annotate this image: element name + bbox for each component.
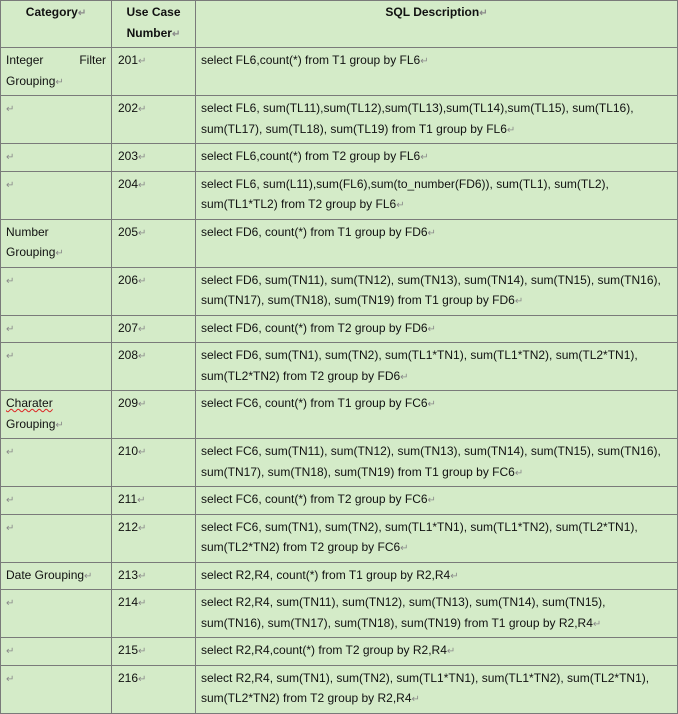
category-cell: ↵ (1, 144, 112, 172)
use-case-number-cell: 215↵ (112, 638, 196, 666)
table-row (1, 315, 678, 343)
sql-description-cell: select FD6, sum(TN11), sum(TN12), sum(TN13), sum(TN14), sum(TN15), sum(TN16), sum(TN17), sum(TN18), sum(TN19) from T1 group by FD6↵ (196, 267, 678, 315)
header-category: Category↵ (1, 1, 112, 48)
use-case-number-cell: 216↵ (112, 665, 196, 713)
use-case-number-cell: 202↵ (112, 96, 196, 144)
category-cell: ↵ (1, 439, 112, 487)
category-cell: ↵ (1, 267, 112, 315)
category-cell: ↵ (1, 638, 112, 666)
sql-description-cell: select FL6, sum(L11),sum(FL6),sum(to_number(FD6)), sum(TL1), sum(TL2), sum(TL1*TL2) from T2 group by FL6↵ (196, 171, 678, 219)
category-cell: ↵ (1, 315, 112, 343)
table-row (1, 487, 678, 515)
use-case-number-cell: 212↵ (112, 514, 196, 562)
use-case-number-cell: 206↵ (112, 267, 196, 315)
table-row (1, 391, 678, 439)
sql-description-cell: select FL6,count(*) from T2 group by FL6↵ (196, 144, 678, 172)
use-case-number-cell: 204↵ (112, 171, 196, 219)
category-cell: Charater Grouping↵ (1, 391, 112, 439)
header-row (1, 1, 678, 48)
table-row (1, 562, 678, 590)
sql-description-cell: select FD6, count(*) from T1 group by FD6↵ (196, 219, 678, 267)
table-row (1, 343, 678, 391)
sql-description-cell: select R2,R4,count(*) from T2 group by R2,R4↵ (196, 638, 678, 666)
use-case-number-cell: 201↵ (112, 48, 196, 96)
table-row (1, 590, 678, 638)
category-cell: ↵ (1, 96, 112, 144)
sql-description-cell: select R2,R4, sum(TN1), sum(TN2), sum(TL1*TN1), sum(TL1*TN2), sum(TL2*TN1), sum(TL2*TN2) from T2 group by R2,R4↵ (196, 665, 678, 713)
table-row (1, 514, 678, 562)
table-row (1, 439, 678, 487)
header-sql-description: SQL Description↵ (196, 1, 678, 48)
use-case-number-cell: 207↵ (112, 315, 196, 343)
category-cell: ↵ (1, 487, 112, 515)
use-case-number-cell: 214↵ (112, 590, 196, 638)
table-row (1, 665, 678, 713)
sql-description-cell: select FD6, count(*) from T2 group by FD6↵ (196, 315, 678, 343)
use-case-number-cell: 211↵ (112, 487, 196, 515)
table-row (1, 48, 678, 96)
use-case-number-cell: 210↵ (112, 439, 196, 487)
sql-description-cell: select FD6, sum(TN1), sum(TN2), sum(TL1*TN1), sum(TL1*TN2), sum(TL2*TN1), sum(TL2*TN2) from T2 group by FD6↵ (196, 343, 678, 391)
table-row (1, 171, 678, 219)
use-case-number-cell: 205↵ (112, 219, 196, 267)
sql-description-cell: select R2,R4, sum(TN11), sum(TN12), sum(TN13), sum(TN14), sum(TN15), sum(TN16), sum(TN17), sum(TN18), sum(TN19) from T1 group by R2,R4↵ (196, 590, 678, 638)
table-row (1, 96, 678, 144)
use-case-number-cell: 203↵ (112, 144, 196, 172)
sql-description-cell: select FC6, count(*) from T2 group by FC6↵ (196, 487, 678, 515)
category-cell: Integer Filter Grouping↵ (1, 48, 112, 96)
table-row (1, 144, 678, 172)
sql-description-cell: select FL6,count(*) from T1 group by FL6↵ (196, 48, 678, 96)
use-case-number-cell: 213↵ (112, 562, 196, 590)
sql-description-cell: select FL6, sum(TL11),sum(TL12),sum(TL13),sum(TL14),sum(TL15), sum(TL16), sum(TL17), sum(TL18), sum(TL19) from T1 group by FL6↵ (196, 96, 678, 144)
sql-description-cell: select R2,R4, count(*) from T1 group by R2,R4↵ (196, 562, 678, 590)
category-cell: Date Grouping↵ (1, 562, 112, 590)
header-use-case-number: Use Case Number↵ (112, 1, 196, 48)
table-row (1, 267, 678, 315)
sql-description-cell: select FC6, sum(TN1), sum(TN2), sum(TL1*TN1), sum(TL1*TN2), sum(TL2*TN1), sum(TL2*TN2) from T2 group by FC6↵ (196, 514, 678, 562)
sql-description-cell: select FC6, count(*) from T1 group by FC6↵ (196, 391, 678, 439)
category-cell: Number Grouping↵ (1, 219, 112, 267)
category-cell: ↵ (1, 590, 112, 638)
use-case-number-cell: 208↵ (112, 343, 196, 391)
category-cell: ↵ (1, 343, 112, 391)
category-cell: ↵ (1, 171, 112, 219)
category-cell: ↵ (1, 514, 112, 562)
use-case-number-cell: 209↵ (112, 391, 196, 439)
sql-description-cell: select FC6, sum(TN11), sum(TN12), sum(TN13), sum(TN14), sum(TN15), sum(TN16), sum(TN17), sum(TN18), sum(TN19) from T1 group by FC6↵ (196, 439, 678, 487)
table-row (1, 638, 678, 666)
table-row (1, 219, 678, 267)
category-cell: ↵ (1, 665, 112, 713)
